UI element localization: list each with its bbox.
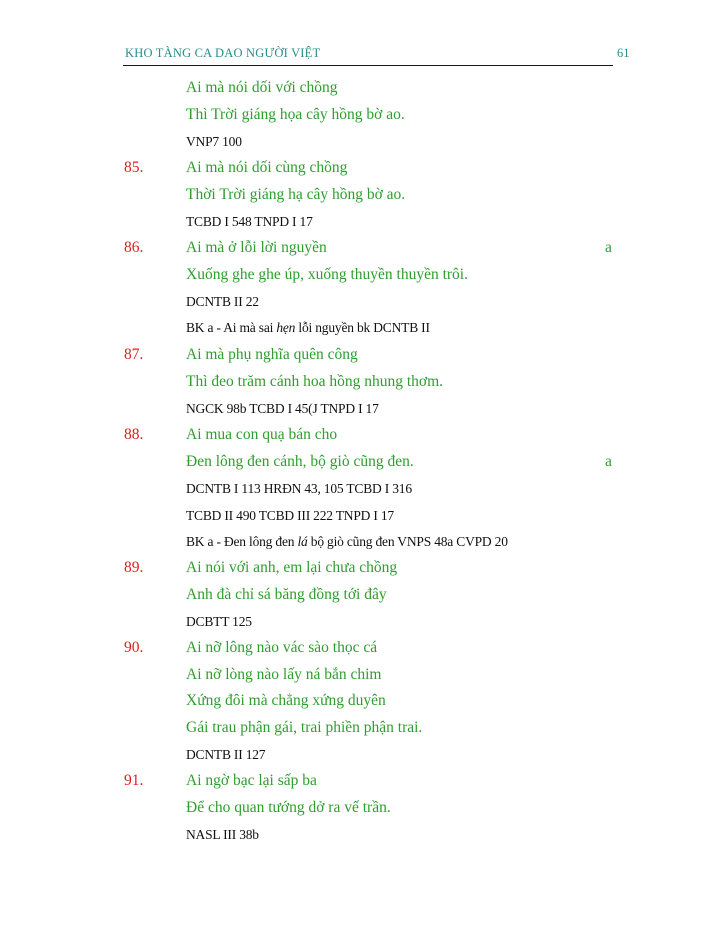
verse-number: 90. [124,639,144,656]
citation-emphasis: lá [297,534,308,549]
citation-text: BK a - Đen lông đen [186,534,298,549]
verse-line: Ai nỡ lòng nào lấy ná bắn chim [186,666,382,683]
citation-text: bộ giò cũng đen VNPS 48a CVPD 20 [307,534,508,549]
running-header [123,44,613,66]
source-citation [186,534,508,550]
source-citation: DCNTB II 22 [186,294,259,309]
verse-line: Ai nói với anh, em lại chưa chồng [186,559,398,576]
source-citation: NGCK 98b TCBD I 45(J TNPD I 17 [186,401,379,416]
source-citation: TCBD II 490 TCBD III 222 TNPD I 17 [186,508,394,523]
verse-line: Ai mà nói dối cùng chồng [186,159,348,176]
verse-line: Xứng đôi mà chẳng xứng duyên [186,692,386,709]
verse-line: Ai mà ở lỗi lời nguyền [186,239,327,256]
source-citation: DCNTB II 127 [186,747,266,762]
variant-marker: a [605,239,612,256]
page-number: 61 [617,46,630,60]
verse-line: Đen lông đen cánh, bộ giò cũng đen. [186,453,414,470]
verse-line: Thời Trời giáng hạ cây hồng bờ ao. [186,186,406,203]
verse-line: Gái trau phận gái, trai phiền phận trai. [186,719,423,736]
verse-line: Ai mà nói dối với chồng [186,79,338,96]
verse-line: Xuống ghe ghe úp, xuống thuyền thuyền trôi. [186,266,468,283]
verse-number: 88. [124,426,144,443]
verse-number: 89. [124,559,144,576]
source-citation: DCBTT 125 [186,614,252,629]
verse-number: 87. [124,346,144,363]
source-citation: TCBD I 548 TNPD I 17 [186,214,313,229]
source-citation: DCNTB I 113 HRĐN 43, 105 TCBD I 316 [186,481,412,496]
header-title: KHO TÀNG CA DAO NGƯỜI VIỆT [125,46,321,60]
source-citation: NASL III 38b [186,827,259,842]
verse-line: Thì đeo trăm cánh hoa hồng nhung thơm. [186,373,444,390]
citation-text: lỗi nguyền bk DCNTB II [295,320,430,335]
source-citation: VNP7 100 [186,134,242,149]
source-citation [186,320,430,336]
verse-number: 86. [124,239,144,256]
verse-number: 85. [124,159,144,176]
verse-line: Ai nỡ lông nào vác sào thọc cá [186,639,378,656]
verse-line: Ai mà phụ nghĩa quên công [186,346,358,363]
variant-marker: a [605,453,612,470]
verse-line: Để cho quan tướng dở ra vế trần. [186,799,391,816]
verse-line: Ai ngờ bạc lại sấp ba [186,772,317,789]
citation-text: BK a - Ai mà sai [186,320,277,335]
verse-number: 91. [124,772,144,789]
verse-line: Thì Trời giáng họa cây hồng bờ ao. [186,106,405,123]
verse-line: Anh đà chỉ sá băng đồng tới đây [186,586,387,603]
verse-line: Ai mua con quạ bán cho [186,426,338,443]
citation-emphasis: hẹn [276,320,296,335]
